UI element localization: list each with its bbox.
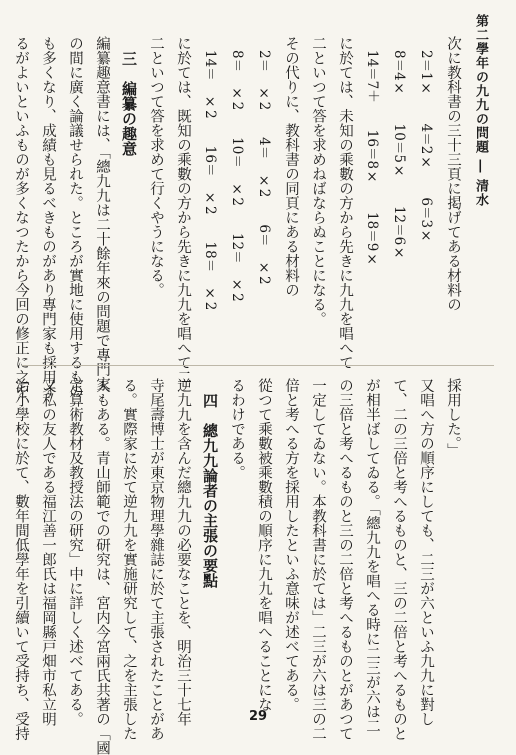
text-line: の間に廣く論議せられた。ところが實地に使用するもの bbox=[67, 36, 83, 399]
text-line: 又唱へ方の順序にしても、二三が六といふ九九に對し bbox=[418, 378, 434, 726]
section-heading: 三 編纂の趣意 bbox=[120, 51, 138, 156]
text-line: 二といつて答を求めて行くやうになる。 bbox=[148, 36, 164, 297]
text-line: 又私の友人である福江善一郎氏は福岡縣戸畑市私立明 bbox=[40, 378, 56, 726]
text-line: に於ては、未知の乘數の方から先きに九九を唱へて bbox=[337, 36, 353, 370]
text-line: るわけである。 bbox=[229, 378, 245, 480]
text-line: も多くなり、成績も見るべきものがあり專門家も採用す bbox=[40, 36, 56, 399]
text-line: る。實際家に於て逆九九を實施研究して、之を主張した bbox=[121, 378, 137, 741]
text-line: 人もある。青山師範での研究は、宮内今宮兩氏共著の「國 bbox=[94, 378, 110, 755]
section-divider bbox=[22, 365, 494, 366]
text-line: 倍と考へる方を採用したといふ意味が述べてある。 bbox=[283, 378, 299, 712]
page-number: 29 bbox=[248, 709, 268, 724]
text-line: 編纂趣意書には、「總九九は二十餘年來の問題で專門家 bbox=[94, 36, 110, 392]
equation-line: 2＝ ×2 4＝ ×2 6＝ ×2 bbox=[256, 49, 272, 285]
text-line: 治小學校に於て、數年間低學年を引續いて受持ち、受持 bbox=[13, 378, 29, 741]
text-line: て、二の三倍と考へるものと、三の二倍と考へるものと bbox=[391, 378, 407, 741]
text-line: に於ては、既知の乘數の方から先きに九九を唱へて二 bbox=[175, 36, 191, 384]
text-line: 寺尾壽博士が東京物理學雜誌に於て主張されたことがあ bbox=[148, 378, 164, 741]
upper-text-block bbox=[13, 36, 466, 399]
equation-line: 8＝4× 10＝5× 12＝6× bbox=[391, 49, 407, 261]
running-header: 第二學年の九九の問題 ― 清水 bbox=[473, 14, 488, 208]
text-line: 從つて乘數被乘數積の順序に九九を唱へることにな bbox=[256, 378, 272, 712]
equation-line: 14＝7＋ 16＝8× 18＝9× bbox=[364, 49, 380, 267]
text-line: 採用した。」 bbox=[445, 378, 461, 458]
section-heading: 四 總九九論者の主張の要點 bbox=[201, 393, 219, 588]
equation-line: 2＝1× 4＝2× 6＝3× bbox=[418, 49, 434, 244]
text-line: 逆九九を含んだ總九九の必要なことを、明治三十七年 bbox=[175, 378, 191, 726]
equation-line: 8＝ ×2 10＝ ×2 12＝ ×2 bbox=[229, 49, 245, 302]
text-line: るがよいといふものが多くなつたから今回の修正に之を bbox=[13, 36, 29, 399]
text-line: 次に教科書の三十三頁に掲げてある材料の bbox=[445, 36, 461, 312]
equation-line: 14＝ ×2 16＝ ×2 18＝ ×2 bbox=[202, 49, 218, 310]
text-line: が相半ばしてゐる。「總九九を唱へる時に二三が六は二 bbox=[364, 378, 380, 734]
text-line: 一定してゐない。本教科書に於ては」二三が六は三の二 bbox=[310, 378, 326, 741]
text-line: 二といつて答を求めねばならぬことになる。 bbox=[310, 36, 326, 326]
text-line: 定算術教材及教授法の研究」中に詳しく述べてある。 bbox=[67, 378, 83, 726]
text-line: の三倍と考へるものと三の二倍と考へるものとがあつて bbox=[337, 378, 353, 741]
text-line: その代りに、教科書の同頁にある材料の bbox=[283, 36, 299, 297]
